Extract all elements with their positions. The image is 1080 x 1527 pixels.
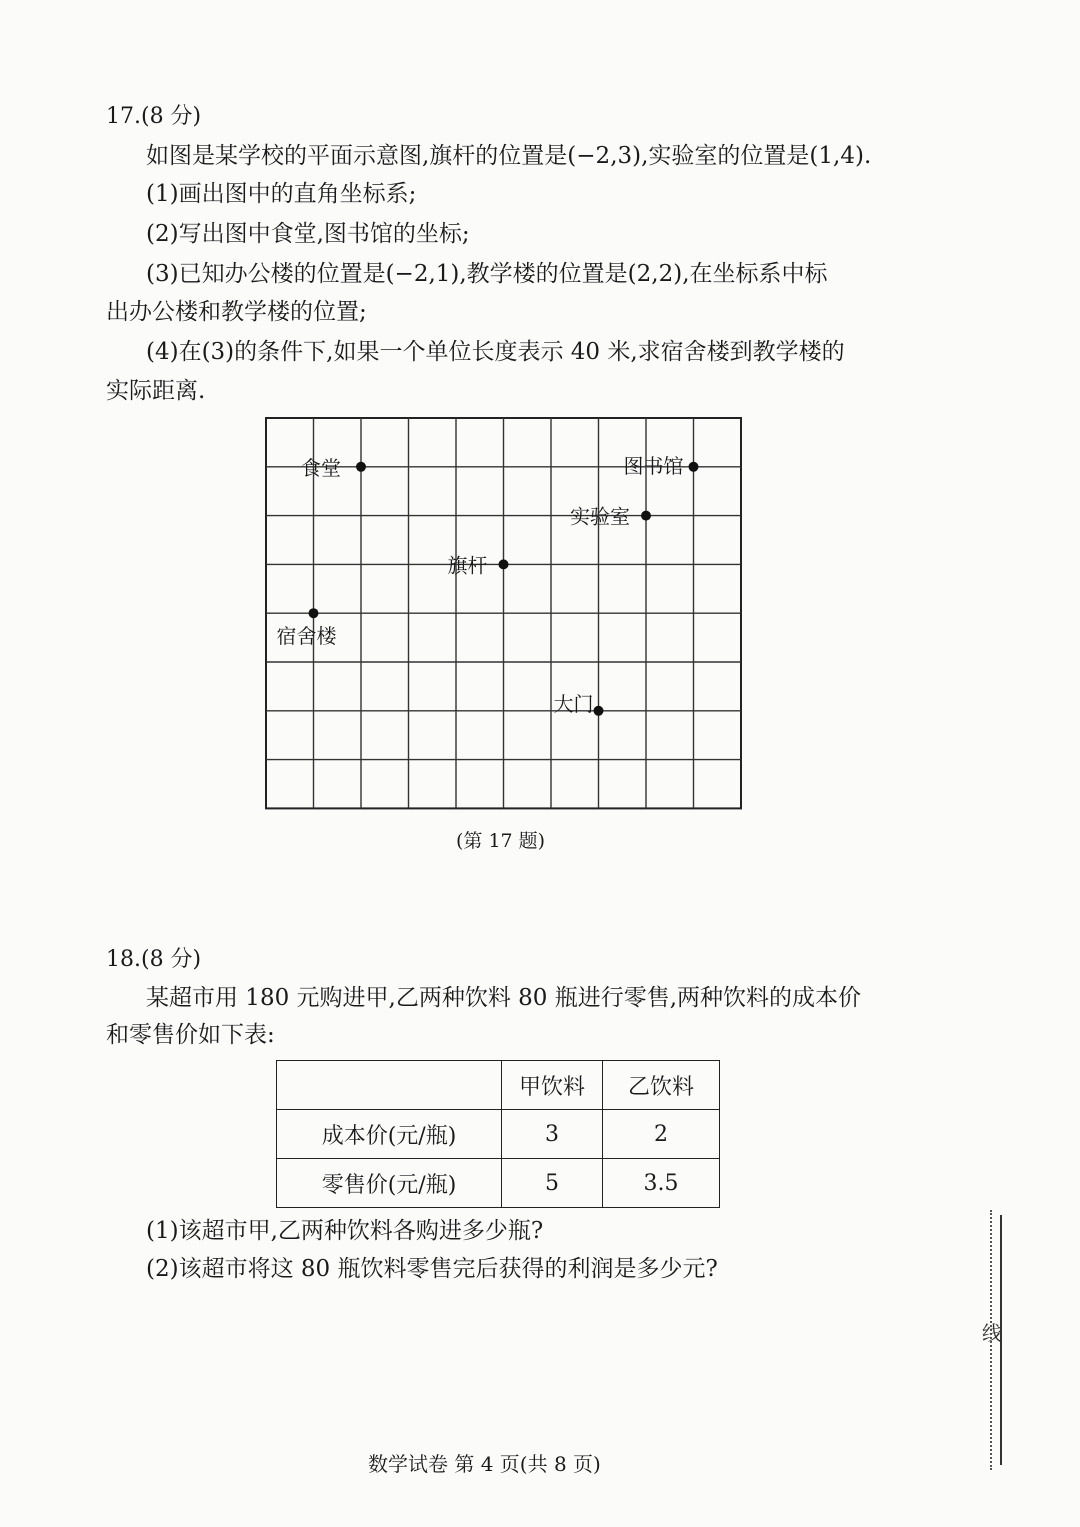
cost-jia: 3 <box>502 1110 603 1159</box>
table-row <box>277 1110 720 1159</box>
table-header-jia: 甲饮料 <box>502 1061 603 1110</box>
table-header-row <box>277 1061 720 1110</box>
q18-stem-line2: 和零售价如下表: <box>106 1022 275 1048</box>
table-row <box>277 1159 720 1208</box>
table-header-yi: 乙饮料 <box>603 1061 720 1110</box>
lab-point <box>641 511 651 521</box>
dorm-label: 宿舍楼 <box>276 624 337 649</box>
q17-part4-line2: 实际距离. <box>106 378 206 404</box>
q17-header: 17.(8 分) <box>106 104 202 129</box>
q17-part3-line2: 出办公楼和教学楼的位置; <box>106 299 367 325</box>
gate-point <box>594 706 604 716</box>
row-label-retail: 零售价(元/瓶) <box>277 1159 502 1208</box>
q18-header: 18.(8 分) <box>106 947 202 972</box>
retail-yi: 3.5 <box>603 1159 720 1208</box>
price-table <box>276 1060 720 1208</box>
q17-caption: (第 17 题) <box>456 830 546 852</box>
table-corner-cell <box>277 1061 502 1110</box>
page-footer: 数学试卷 第 4 页(共 8 页) <box>368 1452 601 1476</box>
flagpole-label: 旗杆 <box>447 553 488 578</box>
library-point <box>689 462 699 472</box>
canteen-point <box>356 462 366 472</box>
library-label: 图书馆 <box>623 453 684 478</box>
row-label-cost: 成本价(元/瓶) <box>277 1110 502 1159</box>
gate-label: 大门 <box>553 691 594 716</box>
q18-part1: (1)该超市甲,乙两种饮料各购进多少瓶? <box>146 1218 544 1244</box>
q18-stem-line1: 某超市用 180 元购进甲,乙两种饮料 80 瓶进行零售,两种饮料的成本价 <box>146 985 862 1011</box>
q17-stem: 如图是某学校的平面示意图,旗杆的位置是(−2,3),实验室的位置是(1,4). <box>146 143 872 169</box>
canteen-label: 食堂 <box>301 455 341 480</box>
lab-label: 实验室 <box>570 504 630 529</box>
binding-edge-glyph: 线 <box>982 1321 1002 1345</box>
q17-part4-line1: (4)在(3)的条件下,如果一个单位长度表示 40 米,求宿舍楼到教学楼的 <box>146 339 845 365</box>
q17-part1: (1)画出图中的直角坐标系; <box>146 181 417 207</box>
flagpole-point <box>499 559 509 569</box>
q17-part2: (2)写出图中食堂,图书馆的坐标; <box>146 221 470 247</box>
q17-part3-line1: (3)已知办公楼的位置是(−2,1),教学楼的位置是(2,2),在坐标系中标 <box>146 261 828 287</box>
q18-part2: (2)该超市将这 80 瓶饮料零售完后获得的利润是多少元? <box>146 1256 718 1282</box>
dorm-point <box>309 608 319 618</box>
cost-yi: 2 <box>603 1110 720 1159</box>
retail-jia: 5 <box>502 1159 603 1208</box>
